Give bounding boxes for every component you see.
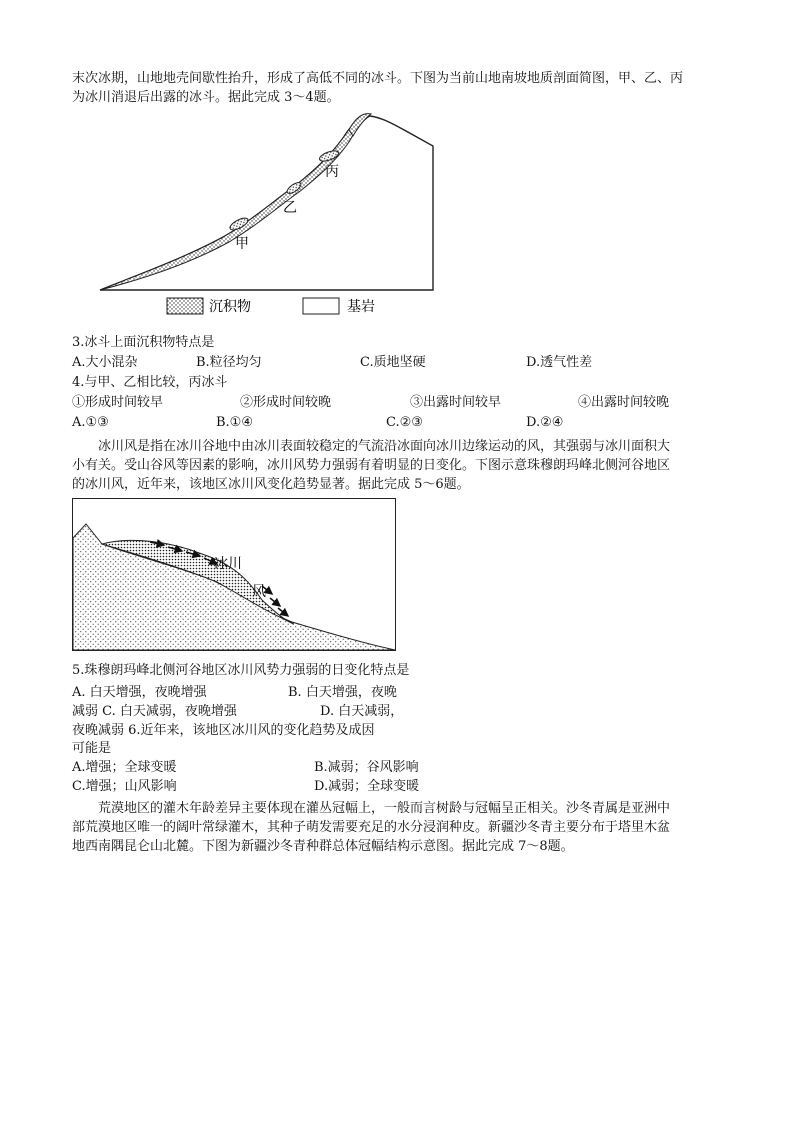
q3-option-d: D.透气性差 [526, 355, 593, 370]
intro1-line2: 为冰川消退后出露的冰斗。据此完成 3～4题。 [72, 90, 340, 105]
q3-option-a: A.大小混杂 [72, 355, 138, 370]
q5-line3: 夜晚减弱 6.近年来，该地区冰川风的变化趋势及成因 [72, 723, 375, 738]
glacier-wind-figure [72, 498, 397, 652]
q4-option-c: C.②③ [386, 415, 423, 430]
q6-option-d: D.减弱；全球变暖 [314, 779, 420, 794]
legend-sediment-label: 沉积物 [209, 299, 251, 315]
intro1-line1: 末次冰期，山地地壳间歇性抬升，形成了高低不同的冰斗。下图为当前山地南坡地质剖面简图，甲、乙、丙 [72, 71, 684, 86]
intro2-line3: 的冰川风，近年来，该地区冰川风变化趋势显著。据此完成 5～6题。 [72, 477, 470, 492]
label-bing: 丙 [325, 164, 339, 180]
q5-line1b: B. 白天增强，夜晚 [288, 685, 397, 700]
bedrock-profile [100, 116, 433, 290]
q5-line2a: 减弱 C. 白天减弱，夜晚增强 [72, 704, 237, 719]
q4-item-2: ②形成时间较晚 [240, 395, 332, 410]
q6-option-b: B.减弱；谷风影响 [314, 760, 419, 775]
label-wind: 风 [252, 584, 266, 600]
q5-stem: 5.珠穆朗玛峰北侧河谷地区冰川风势力强弱的日变化特点是 [72, 663, 410, 678]
q5-line2b: D. 白天减弱， [320, 704, 404, 719]
q4-item-3: ③出露时间较早 [410, 395, 502, 410]
q4-item-4: ④出露时间较晚 [578, 395, 670, 410]
q6-option-a: A.增强；全球变暖 [72, 760, 177, 775]
label-yi: 乙 [283, 200, 297, 216]
legend-bedrock-label: 基岩 [347, 299, 375, 315]
q4-stem: 4.与甲、乙相比较，丙冰斗 [72, 375, 228, 390]
q4-option-a: A.①③ [72, 415, 109, 430]
q6-option-c: C.增强；山风影响 [72, 779, 177, 794]
q5-line1a: A. 白天增强，夜晚增强 [72, 685, 207, 700]
q3-option-b: B.粒径均匀 [196, 355, 262, 370]
intro3-line3: 地西南隅昆仑山北麓。下图为新疆沙冬青种群总体冠幅结构示意图。据此完成 7～8题。 [72, 839, 574, 854]
legend-sediment-swatch [167, 298, 203, 314]
intro2-line2: 小有关。受山谷风等因素的影响，冰川风势力强弱有着明显的日变化。下图示意珠穆朗玛峰北侧河谷地区 [72, 458, 671, 473]
q4-option-b: B.①④ [216, 415, 253, 430]
intro2-line1: 冰川风是指在冰川谷地中由冰川表面较稳定的气流沿冰面向冰川边缘运动的风，其强弱与冰川面积大 [98, 439, 671, 454]
label-jia: 甲 [235, 236, 249, 252]
intro3-line2: 部荒漠地区唯一的阔叶常绿灌木，其种子萌发需要充足的水分浸润种皮。新疆沙冬青主要分布于塔里木盆 [72, 820, 671, 835]
intro3-line1: 荒漠地区的灌木年龄差异主要体现在灌丛冠幅上，一般而言树龄与冠幅呈正相关。沙冬青属是亚洲中 [98, 801, 671, 816]
q3-stem: 3.冰斗上面沉积物特点是 [72, 335, 215, 350]
mountain-profile-figure [95, 108, 440, 323]
q5-line4: 可能是 [72, 741, 112, 756]
q4-item-1: ①形成时间较早 [72, 395, 164, 410]
q4-option-d: D.②④ [526, 415, 564, 430]
q3-option-c: C.质地坚硬 [360, 355, 426, 370]
legend-bedrock-swatch [303, 298, 339, 314]
label-glacier: 冰川 [214, 556, 242, 572]
